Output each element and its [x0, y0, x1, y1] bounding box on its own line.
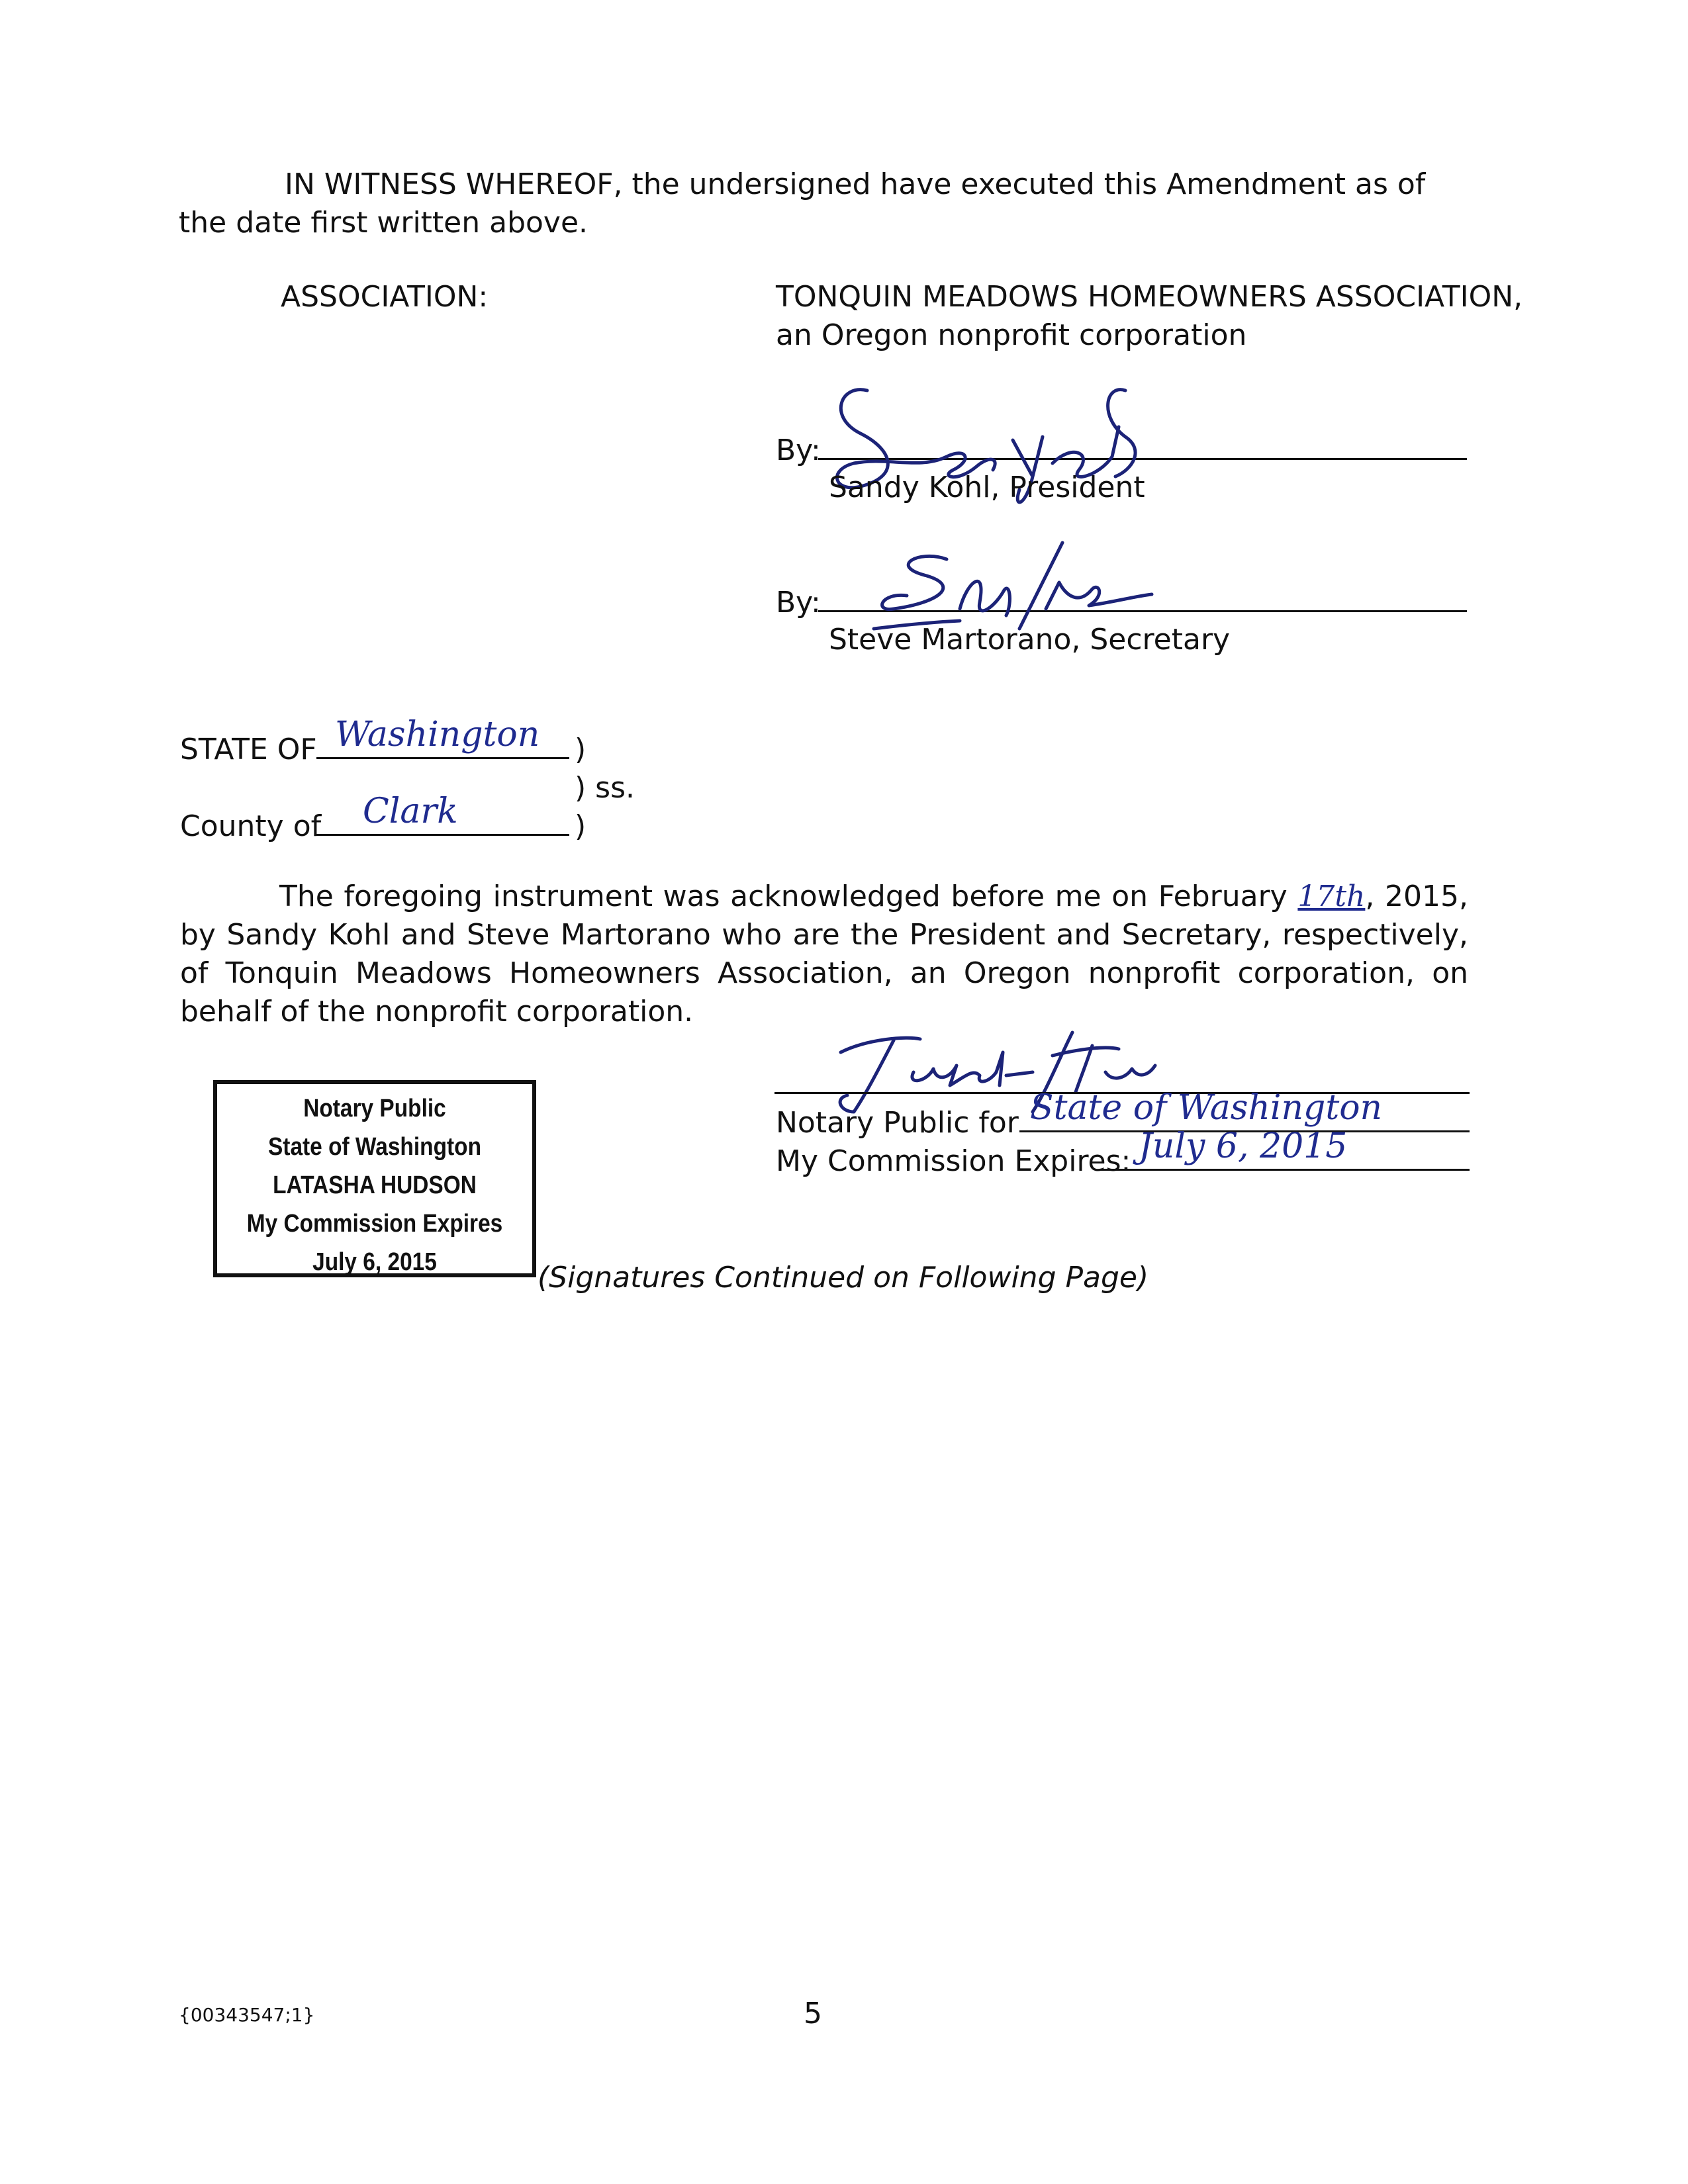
signer-1-by-label: By: [776, 433, 821, 467]
notary-for-value: State of Washington [1030, 1088, 1383, 1128]
commission-expires-value: July 6, 2015 [1139, 1126, 1348, 1166]
stamp-line-4: My Commission Expires [246, 1210, 503, 1238]
witness-paragraph [179, 165, 1476, 242]
stamp-line-1: Notary Public [303, 1095, 446, 1122]
notary-for-label: Notary Public for [776, 1106, 1019, 1140]
county-label: County of [180, 809, 322, 843]
signer-2-name: Steve Martorano, Secretary [829, 623, 1231, 657]
county-line [316, 834, 569, 836]
state-paren: ) [575, 733, 586, 766]
association-label: ASSOCIATION: [281, 280, 489, 314]
acknowledgment-paragraph [180, 878, 1468, 1031]
stamp-line-5: July 6, 2015 [312, 1248, 437, 1276]
county-paren: ) [575, 809, 586, 843]
commission-expires-line [1099, 1169, 1470, 1171]
notary-stamp [213, 1080, 536, 1277]
acknowledgment-part2: , 2015, by Sandy Kohl and Steve Martorano who are the President and Secretary, respectively, of Tonquin Meadows Homeowners Association, an Oregon nonprofit corporation, on behalf of the nonprofit corporation. [180, 880, 1468, 1028]
acknowledgment-part1: The foregoing instrument was acknowledged before me on February [279, 880, 1288, 913]
signer-1-name: Sandy Kohl, President [829, 471, 1145, 504]
stamp-line-3: LATASHA HUDSON [273, 1171, 477, 1199]
stamp-line-2: State of Washington [268, 1133, 481, 1161]
witness-text: IN WITNESS WHEREOF, the undersigned have executed this Amendment as of the date first written above. [179, 167, 1426, 240]
association-type: an Oregon nonprofit corporation [776, 318, 1247, 352]
county-value: Clark [363, 792, 458, 831]
signer-2-by-label: By: [776, 586, 821, 619]
state-value: Washington [335, 715, 540, 754]
ss-label: ) ss. [575, 771, 635, 805]
association-name: TONQUIN MEADOWS HOMEOWNERS ASSOCIATION, [776, 280, 1523, 314]
state-line [316, 757, 569, 759]
document-id: {00343547;1} [179, 2004, 315, 2026]
state-label: STATE OF [180, 733, 317, 766]
commission-expires-label: My Commission Expires: [776, 1144, 1131, 1178]
signatures-continued-note: (Signatures Continued on Following Page) [538, 1261, 1149, 1295]
page-number: 5 [804, 1997, 822, 2030]
acknowledgment-day: 17th [1297, 880, 1366, 913]
